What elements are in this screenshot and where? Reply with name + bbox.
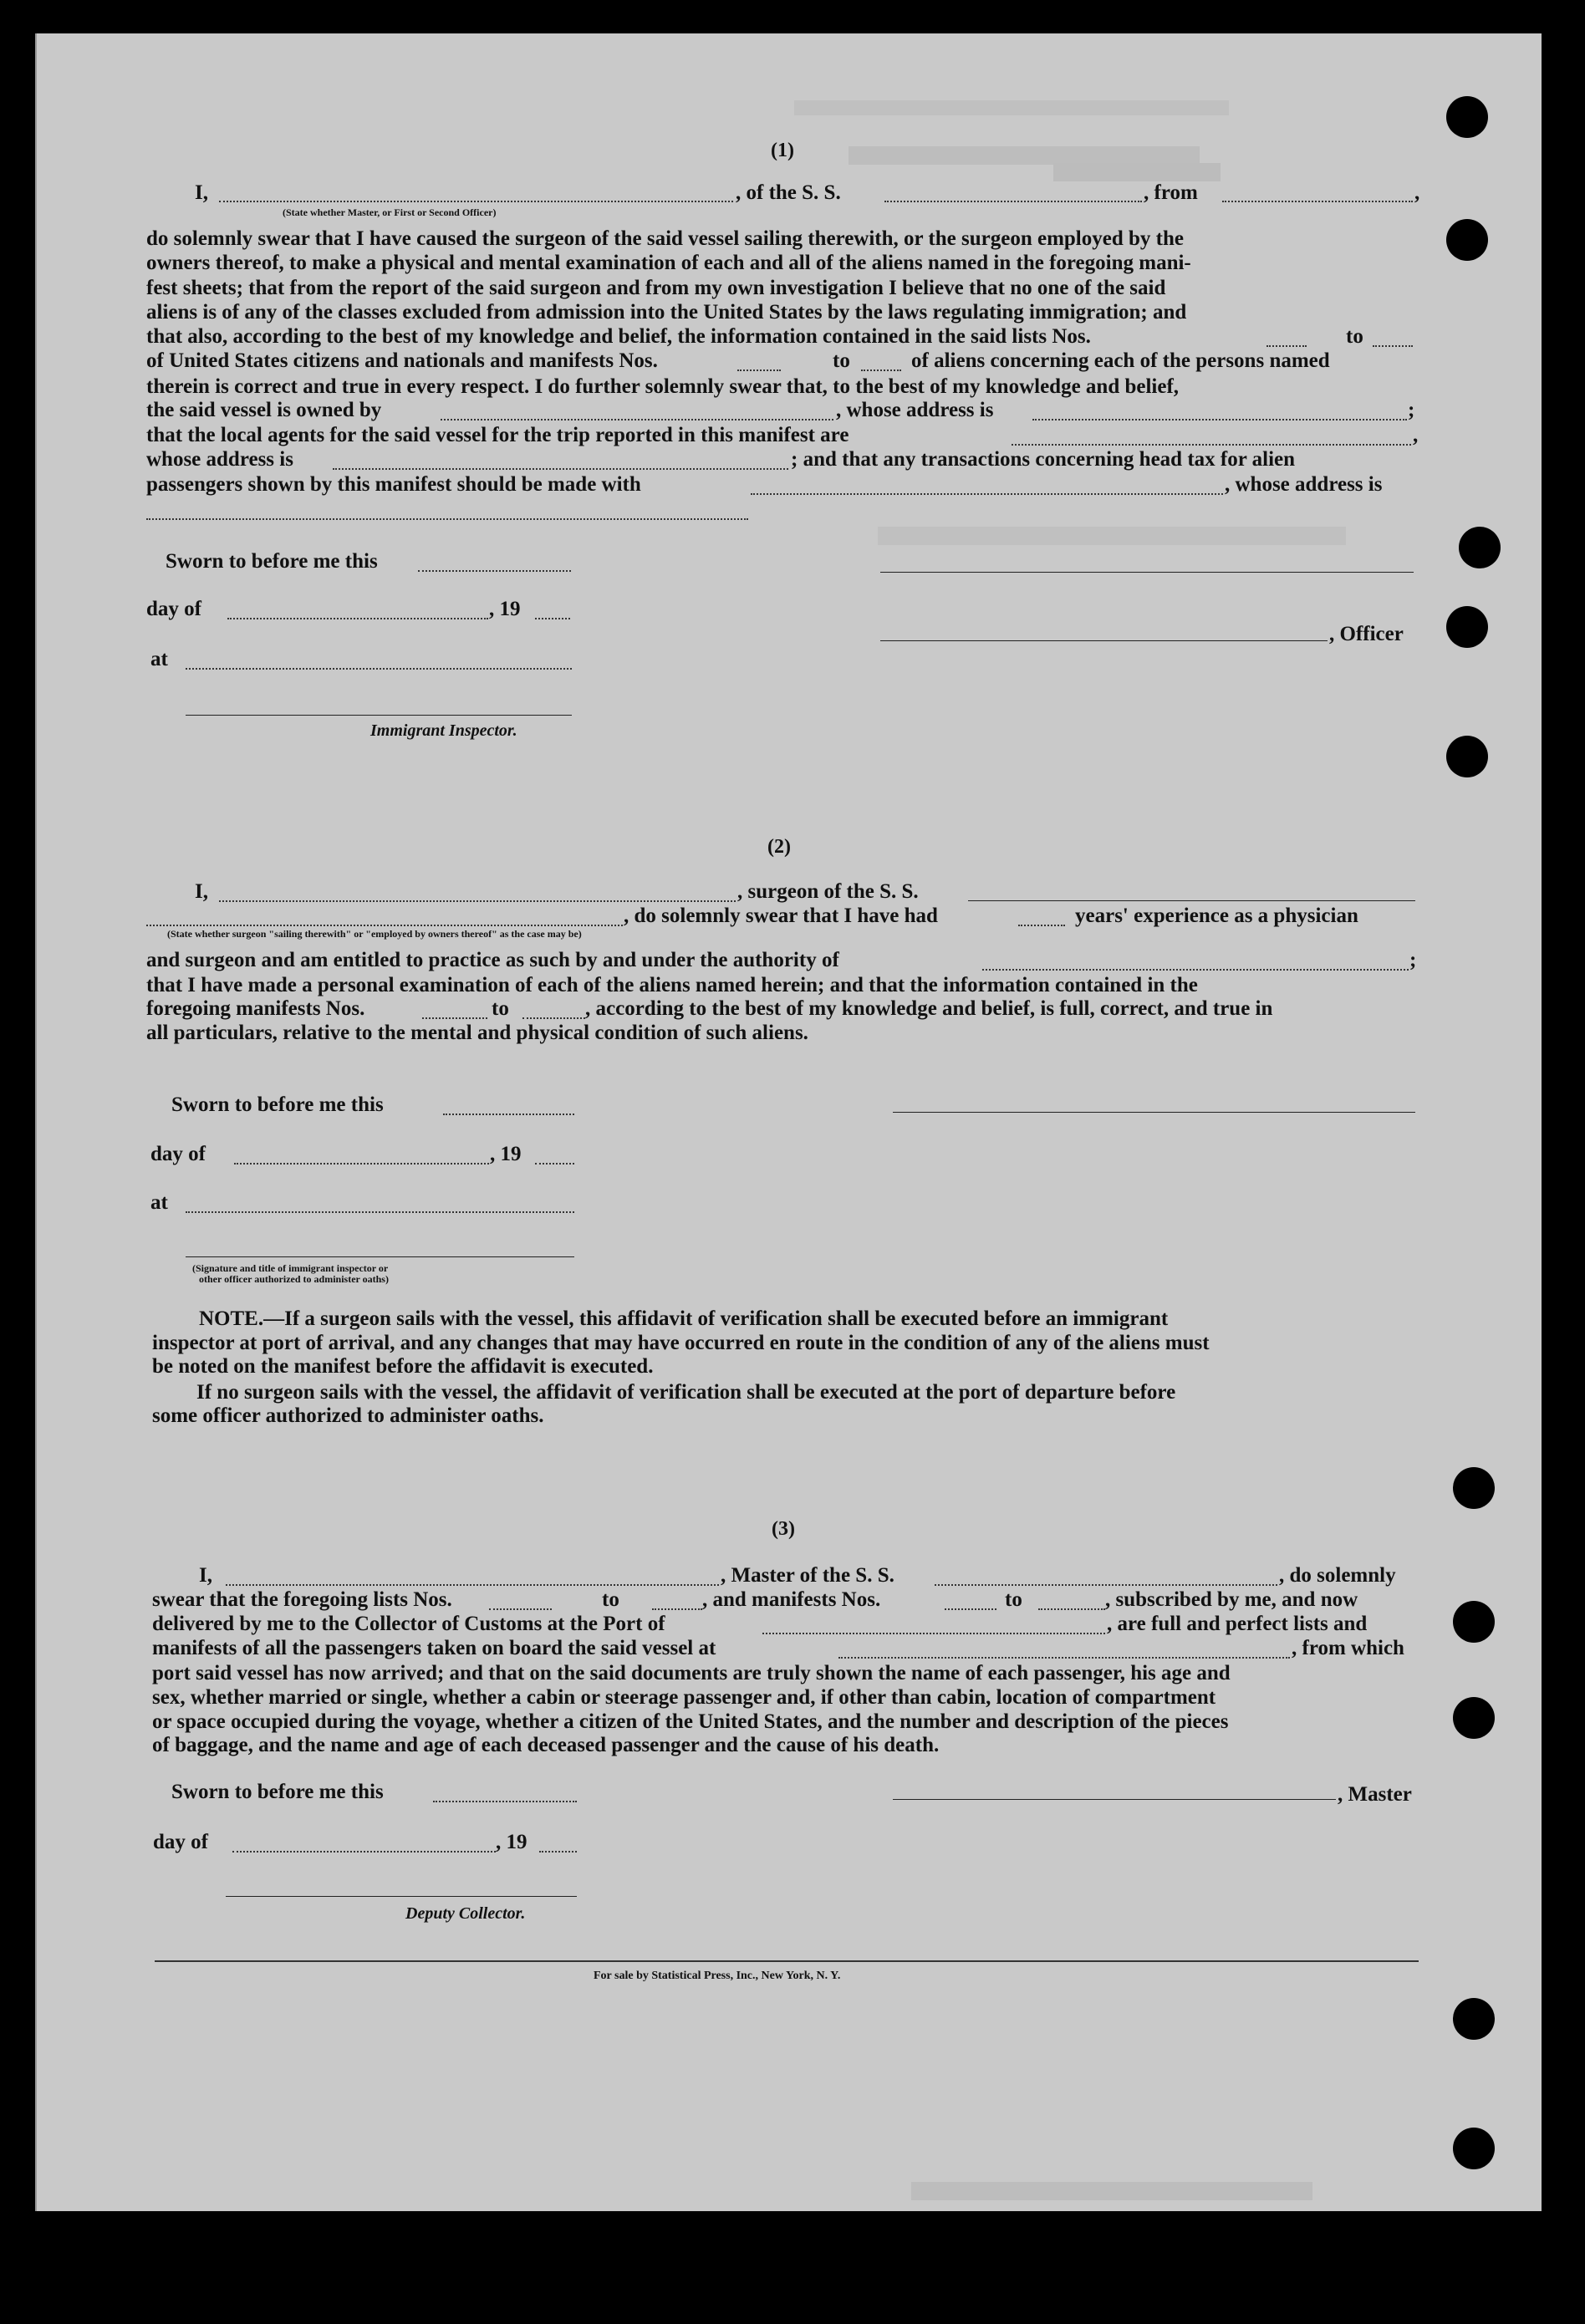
s2-surgeon-of-ss: , surgeon of the S. S. (737, 880, 919, 903)
s3-day-of: day of (153, 1831, 208, 1853)
s1-at: at (150, 648, 168, 670)
s2-manifests-to-blank[interactable] (522, 1017, 585, 1019)
s1-from-port-blank[interactable] (1222, 201, 1413, 202)
s3-deputy-title: Deputy Collector. (405, 1904, 526, 1923)
s1-head-tax: ; and that any transactions concerning head tax for alien (791, 448, 1296, 471)
s1-officer-name-blank[interactable] (219, 201, 733, 202)
punch-hole (1446, 736, 1488, 777)
bleed-through-mark (794, 100, 1229, 115)
s2-surgeon-status-blank[interactable] (146, 925, 623, 926)
s1-line-6: of United States citizens and nationals and manifests Nos. (146, 349, 658, 372)
s3-and-manifests: , and manifests Nos. (702, 1588, 881, 1611)
s1-line-4: aliens is of any of the classes excluded from admission into the United States by the laws regulating immigration; and (146, 301, 1187, 324)
s2-inspector-line[interactable] (186, 1256, 574, 1257)
punch-hole (1453, 1601, 1495, 1643)
s3-master-name-blank[interactable] (226, 1584, 719, 1586)
s1-manifests-from-blank[interactable] (737, 369, 781, 371)
s1-year-blank[interactable] (535, 618, 570, 619)
s1-to-2: to (833, 349, 850, 372)
s3-boarding-port-blank[interactable] (838, 1657, 1290, 1659)
s3-day-blank[interactable] (232, 1851, 496, 1853)
s1-line-2: owners thereof, to make a physical and mental examination of each and all of the aliens named in the foregoing mani- (146, 252, 1191, 274)
s3-lists-to-blank[interactable] (652, 1608, 702, 1610)
s2-line-personal: that I have made a personal examination of each of the aliens named herein; and that the information contained in the (146, 974, 1198, 996)
s1-head-tax-address-blank[interactable] (146, 518, 748, 520)
s3-master: , Master (1338, 1783, 1412, 1806)
punch-hole (1459, 527, 1501, 568)
s1-local-agents: that the local agents for the said vessel for the trip reported in this manifest are (146, 424, 849, 446)
s2-sig-note-1: (Signature and title of immigrant inspector or (192, 1262, 389, 1274)
s1-lists-to-blank[interactable] (1373, 345, 1413, 347)
s1-agents-blank[interactable] (1012, 444, 1411, 446)
s2-year: , 19 (490, 1143, 522, 1165)
s2-note-line-3: be noted on the manifest before the affidavit is executed. (152, 1355, 654, 1378)
s2-authority-blank[interactable] (982, 969, 1409, 971)
s3-line-2: sex, whether married or single, whether a cabin or steerage passenger and, if other than cabin, location of compartment (152, 1686, 1216, 1709)
bleed-through-mark (849, 146, 1200, 165)
s2-note-line-1: NOTE.—If a surgeon sails with the vessel, this affidavit of verification shall be executed before an immigrant (199, 1307, 1169, 1330)
s1-day-blank[interactable] (227, 618, 488, 619)
s1-agents-address-blank[interactable] (333, 468, 788, 470)
s1-line-3: fest sheets; that from the report of the said surgeon and from my own investigation I believe that no one of the said (146, 277, 1166, 299)
section-3-number: (3) (772, 1518, 795, 1540)
s1-from: , from (1144, 181, 1198, 204)
s2-manifests: foregoing manifests Nos. (146, 997, 365, 1020)
punch-hole (1446, 606, 1488, 648)
punch-hole (1446, 96, 1488, 138)
s1-day-of: day of (146, 598, 201, 620)
s1-to-1: to (1346, 325, 1363, 348)
s2-note-line-5: some officer authorized to administer oaths. (152, 1404, 544, 1427)
s1-owner-address-blank[interactable] (1032, 419, 1407, 420)
s3-ship-name-blank[interactable] (935, 1584, 1277, 1586)
s1-line-5: that also, according to the best of my knowledge and belief, the information contained in the said lists Nos. (146, 325, 1091, 348)
s1-inspector-title: Immigrant Inspector. (370, 721, 517, 740)
s1-i: I, (195, 181, 208, 204)
s2-according: , according to the best of my knowledge and belief, is full, correct, and true in (585, 997, 1273, 1020)
s1-whose-address-1: , whose address is (836, 399, 994, 421)
s2-day-of: day of (150, 1143, 206, 1165)
s2-note-line-2: inspector at port of arrival, and any changes that may have occurred en route in the condition of any of the aliens must (152, 1332, 1210, 1354)
footer-rule (155, 1960, 1419, 1962)
s2-years-blank[interactable] (1018, 925, 1065, 926)
s1-comma-2: , (1413, 424, 1419, 446)
s3-port-blank[interactable] (762, 1633, 1105, 1634)
s1-line-8: the said vessel is owned by (146, 399, 382, 421)
s1-officer: , Officer (1329, 623, 1404, 645)
s1-whose-address-3: , whose address is (1225, 473, 1383, 496)
bleed-through-mark (911, 2182, 1312, 2200)
s2-sig-note-2: other officer authorized to administer oaths) (199, 1273, 389, 1285)
s3-master-signature-line[interactable] (893, 1799, 1336, 1800)
bleed-through-mark (1053, 163, 1221, 181)
s1-comma: , (1414, 181, 1420, 204)
s3-line-4: of baggage, and the name and age of each deceased passenger and the cause of his death. (152, 1734, 940, 1756)
bleed-through-mark (878, 527, 1346, 545)
s2-sworn: Sworn to before me this (171, 1093, 384, 1116)
s3-sworn: Sworn to before me this (171, 1781, 384, 1803)
s1-inspector-line[interactable] (186, 715, 572, 716)
s3-i: I, (199, 1564, 212, 1587)
s1-of-ss: , of the S. S. (736, 181, 841, 204)
s3-year: , 19 (496, 1831, 527, 1853)
s2-solemnly: , do solemnly swear that I have had (624, 905, 938, 927)
punch-hole (1453, 2128, 1495, 2169)
s3-manifests-from-blank[interactable] (945, 1608, 996, 1610)
punch-hole (1446, 219, 1488, 261)
punch-hole (1453, 1998, 1495, 2040)
s1-whose-address-2: whose address is (146, 448, 293, 471)
s3-sworn-blank[interactable] (433, 1801, 577, 1802)
section-1-number: (1) (771, 140, 794, 161)
s1-owner-blank[interactable] (441, 419, 833, 420)
s1-year: , 19 (489, 598, 521, 620)
s1-lists-from-blank[interactable] (1266, 345, 1307, 347)
s2-at-blank[interactable] (186, 1211, 574, 1213)
s3-manifests-to-blank[interactable] (1038, 1608, 1105, 1610)
s1-manifests-to-blank[interactable] (861, 369, 901, 371)
s2-semicolon: ; (1409, 949, 1417, 971)
s2-i: I, (195, 880, 208, 903)
s1-passengers: passengers shown by this manifest should be made with (146, 473, 641, 496)
s2-sworn-blank[interactable] (443, 1114, 574, 1115)
s2-manifests-from-blank[interactable] (422, 1017, 487, 1019)
s2-note-line-4: If no surgeon sails with the vessel, the affidavit of verification shall be executed at the port of departure before (196, 1381, 1176, 1404)
s3-manifests-all: manifests of all the passengers taken on board the said vessel at (152, 1637, 716, 1659)
s1-officer-signature-line-1[interactable] (880, 572, 1414, 573)
s2-at: at (150, 1191, 168, 1214)
s1-line-1: do solemnly swear that I have caused the surgeon of the said vessel sailing therewith, or the surgeon employed by the (146, 227, 1184, 250)
footer-printer: For sale by Statistical Press, Inc., New York, N. Y. (594, 1970, 841, 1982)
s3-year-blank[interactable] (539, 1851, 577, 1853)
s3-deputy-line[interactable] (226, 1896, 577, 1897)
s1-ship-name-blank[interactable] (884, 201, 1142, 202)
punch-hole (1453, 1467, 1495, 1509)
s3-are-full: , are full and perfect lists and (1107, 1613, 1368, 1635)
s3-lists-from-blank[interactable] (489, 1608, 552, 1610)
s3-delivered: delivered by me to the Collector of Customs at the Port of (152, 1613, 665, 1635)
s2-surgeon-note: (State whether surgeon "sailing therewith" or "employed by owners thereof" as the case may be) (167, 928, 582, 940)
s3-to-1: to (602, 1588, 619, 1611)
s2-ship-name-blank[interactable] (968, 900, 1415, 901)
s3-swear-lists: swear that the foregoing lists Nos. (152, 1588, 452, 1611)
s2-to: to (492, 997, 509, 1020)
s1-at-blank[interactable] (186, 668, 572, 670)
s1-semicolon-1: ; (1408, 399, 1415, 421)
s2-particulars: all particulars, relative to the mental and physical condition of such aliens. (146, 1022, 808, 1044)
s2-authority: and surgeon and am entitled to practice as such by and under the authority of (146, 949, 839, 971)
s1-of-aliens: of aliens concerning each of the persons named (911, 349, 1330, 372)
s3-from-which: , from which (1292, 1637, 1404, 1659)
section-2-number: (2) (767, 836, 791, 858)
s2-year-blank[interactable] (535, 1163, 574, 1165)
s3-line-3: or space occupied during the voyage, whether a citizen of the United States, and the number and description of the pieces (152, 1710, 1229, 1733)
punch-hole (1453, 1697, 1495, 1739)
s3-line-1: port said vessel has now arrived; and that on the said documents are truly shown the name of each passenger, his age and (152, 1662, 1231, 1684)
s1-officer-signature-line-2[interactable] (880, 640, 1328, 641)
s1-sworn-blank[interactable] (418, 570, 571, 572)
s2-day-blank[interactable] (234, 1163, 489, 1165)
s1-line-7: therein is correct and true in every respect. I do further solemnly swear that, to the best of my knowledge and belief, (146, 375, 1180, 398)
s3-master-of-ss: , Master of the S. S. (721, 1564, 894, 1587)
s1-sworn: Sworn to before me this (166, 550, 378, 573)
s3-do-solemnly: , do solemnly (1279, 1564, 1396, 1587)
s1-head-tax-blank[interactable] (751, 493, 1223, 495)
s1-officer-note: (State whether Master, or First or Second Officer) (283, 206, 497, 218)
s2-surgeon-name-blank[interactable] (219, 900, 736, 902)
s2-surgeon-signature-line[interactable] (893, 1112, 1415, 1113)
s2-years: years' experience as a physician (1075, 905, 1358, 927)
s3-to-2: to (1005, 1588, 1022, 1611)
s3-subscribed: , subscribed by me, and now (1105, 1588, 1358, 1611)
